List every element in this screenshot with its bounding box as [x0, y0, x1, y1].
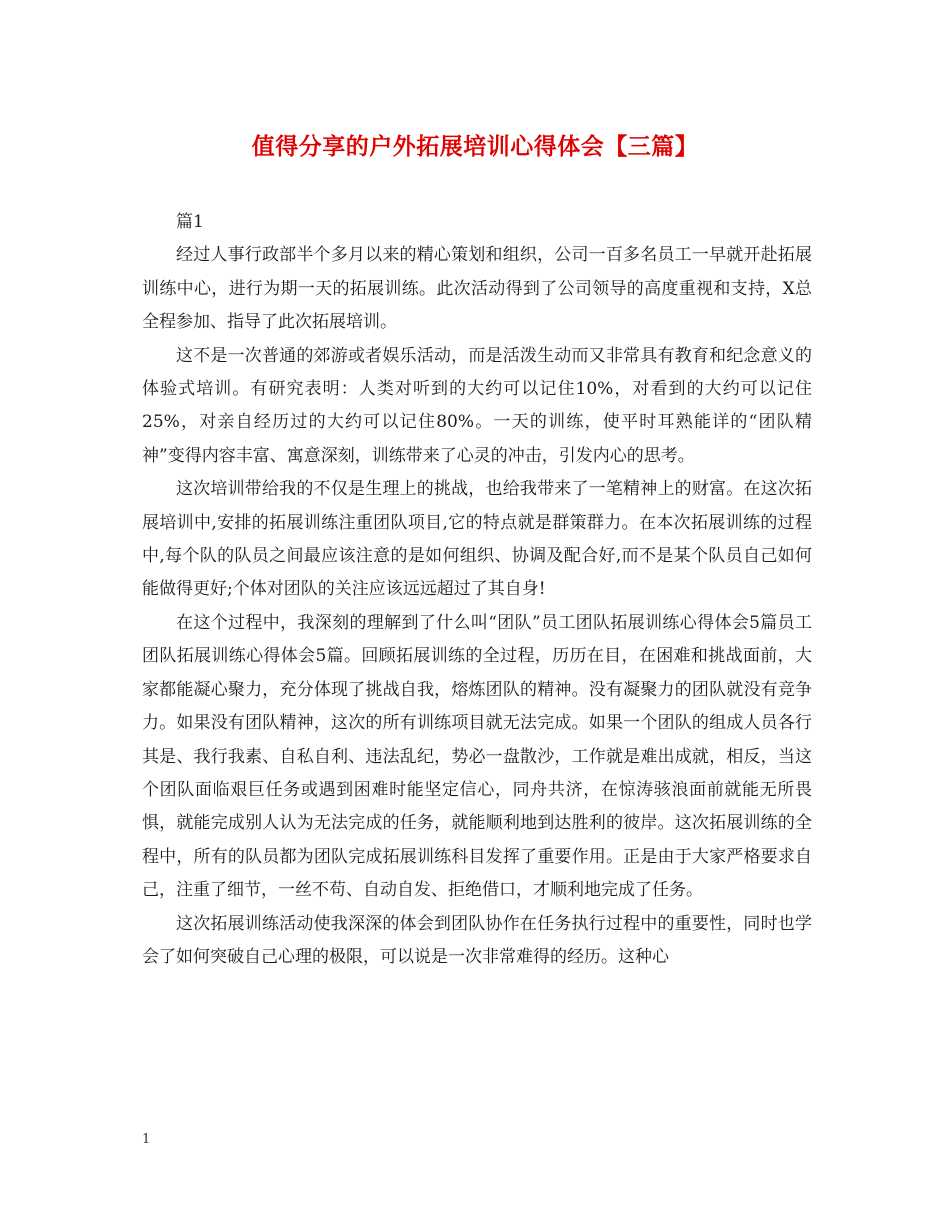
section-label: 篇1 — [176, 212, 204, 232]
paragraph-3: 这次培训带给我的不仅是生理上的挑战，也给我带来了一笔精神上的财富。在这次拓展培训中,安排的拓展训练注重团队项目,它的特点就是群策群力。在本次拓展训练的过程中,每个队的队员之间最应该注意的是如何组织、协调及配合好,而不是某个队员自己如何能做得更好;个体对团队的关注应该远远超过了其自身! — [142, 479, 812, 600]
page-number: 1 — [142, 1132, 151, 1147]
document-body — [142, 206, 812, 974]
paragraph-5: 这次拓展训练活动使我深深的体会到团队协作在任务执行过程中的重要性，同时也学会了如何突破自己心理的极限，可以说是一次非常难得的经历。这种心 — [142, 913, 812, 967]
paragraph-2: 这不是一次普通的郊游或者娱乐活动，而是活泼生动而又非常具有教育和纪念意义的体验式培训。有研究表明：人类对听到的大约可以记住10%，对看到的大约可以记住25%，对亲自经历过的大约可以记住80%。一天的训练，使平时耳熟能详的“团队精神”变得内容丰富、寓意深刻，训练带来了心灵的冲击，引发内心的思考。 — [142, 345, 812, 466]
paragraph-4: 在这个过程中，我深刻的理解到了什么叫“团队”员工团队拓展训练心得体会5篇员工团队拓展训练心得体会5篇。回顾拓展训练的全过程，历历在目，在困难和挑战面前，大家都能凝心聚力，充分体现了挑战自我，熔炼团队的精神。没有凝聚力的团队就没有竞争力。如果没有团队精神，这次的所有训练项目就无法完成。如果一个团队的组成人员各行其是、我行我素、自私自利、违法乱纪，势必一盘散沙，工作就是难出成就，相反，当这个团队面临艰巨任务或遇到困难时能坚定信心，同舟共济，在惊涛骇浪面前就能无所畏惧，就能完成别人认为无法完成的任务，就能顺利地到达胜利的彼岸。这次拓展训练的全程中，所有的队员都为团队完成拓展训练科目发挥了重要作用。正是由于大家严格要求自己，注重了细节，一丝不苟、自动自发、拒绝借口，才顺利地完成了任务。 — [142, 612, 812, 901]
paragraph-1: 经过人事行政部半个多月以来的精心策划和组织，公司一百多名员工一早就开赴拓展训练中心，进行为期一天的拓展训练。此次活动得到了公司领导的高度重视和支持，X总全程参加、指导了此次拓展培训。 — [142, 245, 812, 333]
document-title: 值得分享的户外拓展培训心得体会【三篇】 — [251, 133, 699, 160]
